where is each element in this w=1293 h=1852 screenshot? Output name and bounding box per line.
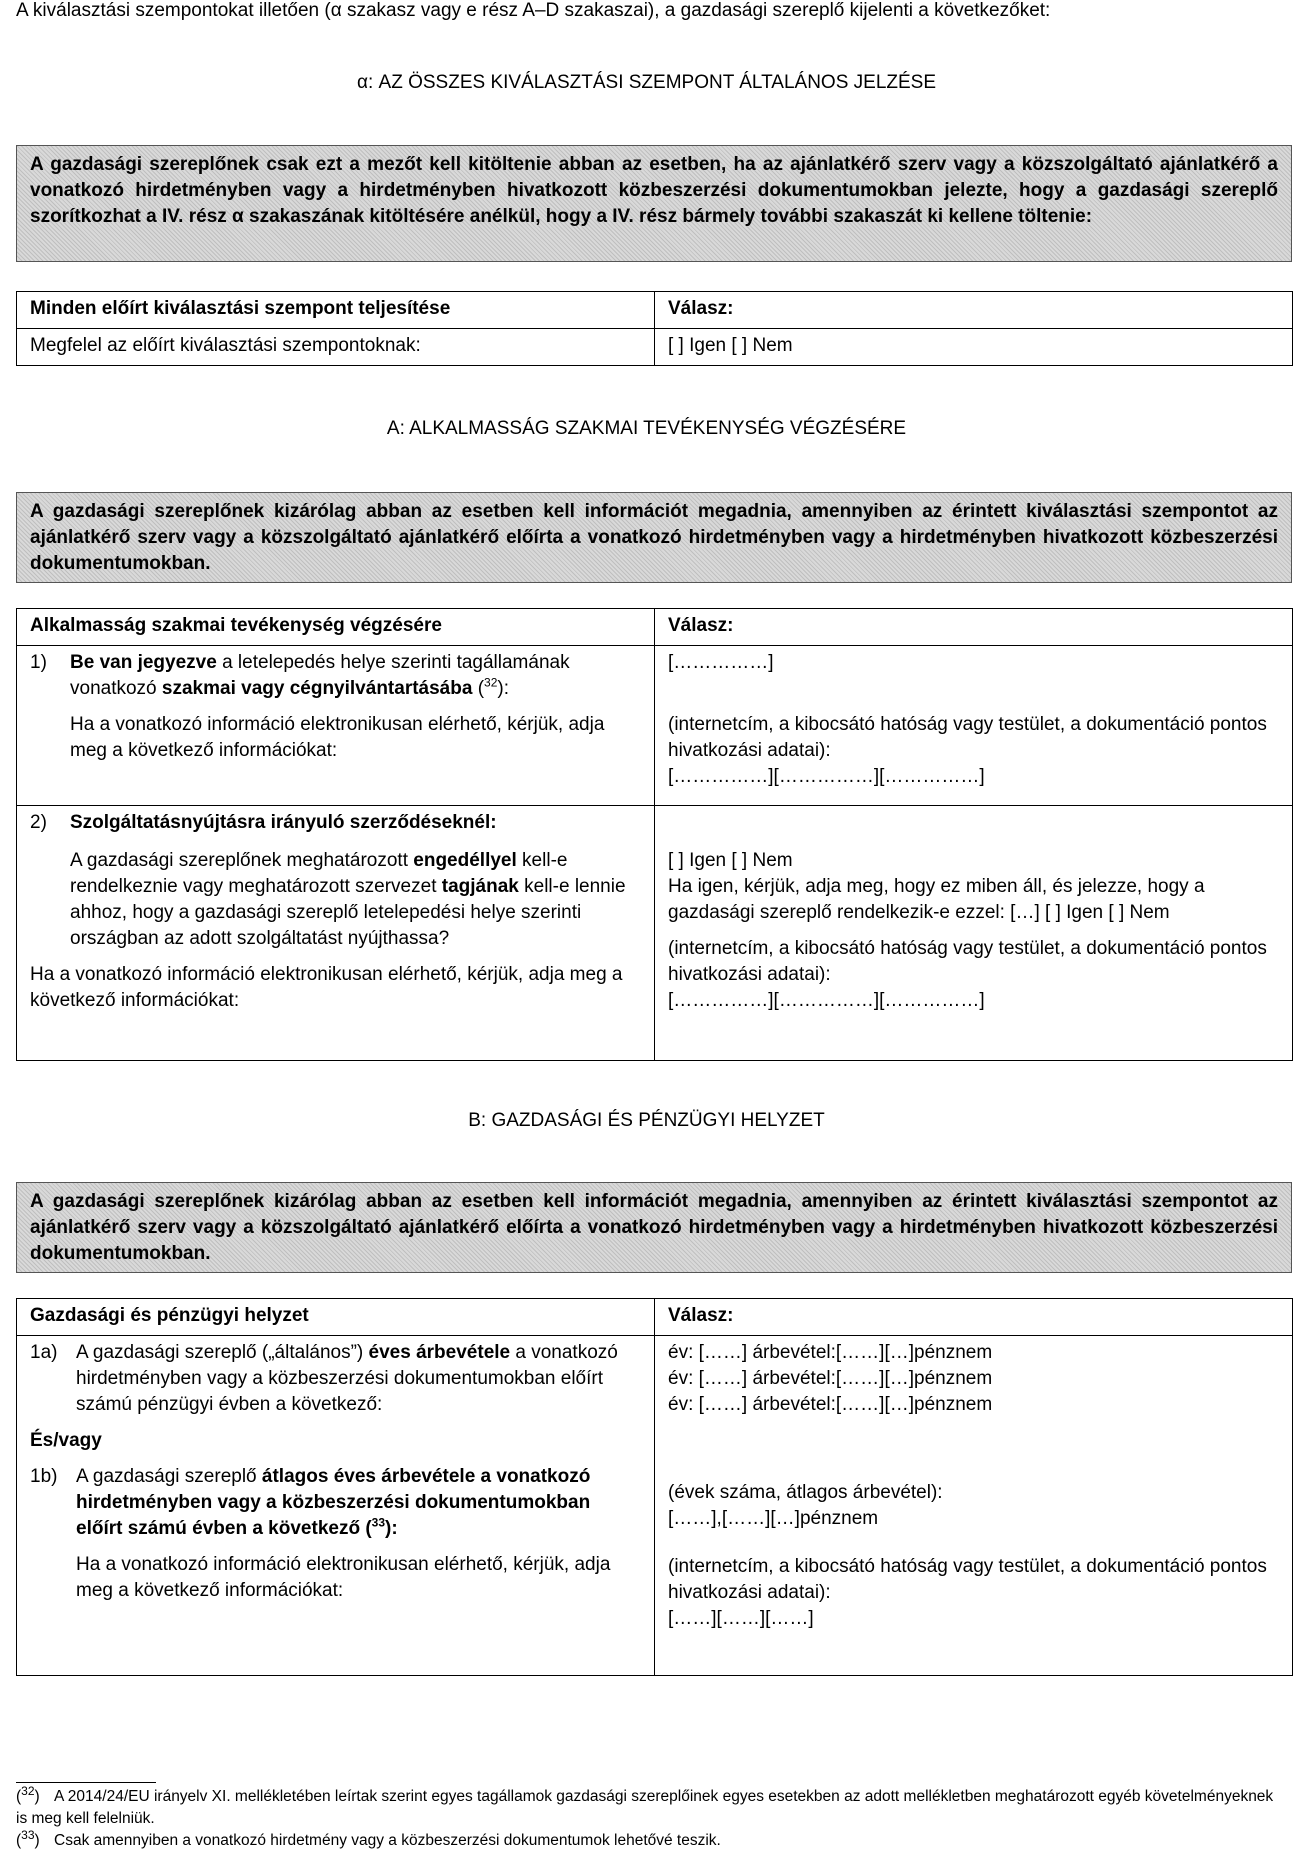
b-row1-answer: év: [……] árbevétel:[……][…]pénznem év: [……] árbevétel:[……][…]pénznem év: [……] árbevétel:[……][…]pénznem (évek száma, átlagos árbevétel): [……],[……][…]pénznem (internetcím, a kibocsátó hatóság vagy testület, a dokumentáció pontos hivatkozási adatai): [……][……][……] — [655, 1336, 1293, 1676]
section-b-table — [16, 1298, 1293, 1676]
a-row1-number: 1) — [30, 652, 47, 673]
and-or-label: És/vagy — [30, 1430, 102, 1451]
footnote-separator — [16, 1782, 156, 1783]
footnote-ref-32: 32 — [484, 675, 498, 690]
footnote-32: ($^{32}$) A 2014/24/EU irányelv XI. mellékletében leírtak szerint egyes tagállamok gazdasági szereplőinek egyes esetekben az adott mellékletben meghatározott egyéb követelményeknek is meg kell felelniük. — [16, 1783, 1274, 1827]
section-b-note: A gazdasági szereplőnek kizárólag abban az esetben kell információt megadnia, amennyiben az érintett kiválasztási szempontot az ajánlatkérő szerv vagy a közszolgáltató ajánlatkérő előírta a vonatkozó hirdetményben vagy a hirdetményben hivatkozott közbeszerzési dokumentumokban. — [16, 1182, 1292, 1273]
section-alpha-heading: α: AZ ÖSSZES KIVÁLASZTÁSI SZEMPONT ÁLTALÁNOS JELZÉSE — [356, 72, 937, 93]
a-row2-question: 2) Szolgáltatásnyújtásra irányuló szerződéseknél: A gazdasági szereplőnek meghatározott engedéllyel kell-e rendelkeznie vagy meghatározott szervezet tagjának kell-e lennie ahhoz, hogy a gazdasági szereplő letelepedési helye szerinti országban az adott szolgáltatást nyújthassa? Ha a vonatkozó információ elektronikusan elérhető, kérjük, adja meg a következő információkat: — [17, 806, 655, 1061]
section-a-note: A gazdasági szereplőnek kizárólag abban az esetben kell információt megadnia, amennyiben az érintett kiválasztási szempontot az ajánlatkérő szerv vagy a közszolgáltató ajánlatkérő előírta a vonatkozó hirdetményben vagy a hirdetményben hivatkozott közbeszerzési dokumentumokban. — [16, 492, 1292, 583]
a-col2-header: Válasz: — [655, 609, 1293, 646]
footnote-33: ($^{33}$) Csak amennyiben a vonatkozó hirdetmény vagy a közbeszerzési dokumentumok lehetővé teszik. — [16, 1827, 721, 1849]
alpha-col2-header: Válasz: — [655, 292, 1293, 329]
a-row1-answer: [……………] (internetcím, a kibocsátó hatóság vagy testület, a dokumentáció pontos hivatkozási adatai): [……………][……………][……………] — [655, 646, 1293, 806]
alpha-row-answer: [ ] Igen [ ] Nem — [655, 329, 1293, 366]
b-row1-question: 1a) A gazdasági szereplő („általános”) éves árbevétele a vonatkozó hirdetményben vagy a közbeszerzési dokumentumokban előírt számú pénzügyi évben a következő: És/vagy 1b) A gazdasági szereplő átlagos éves árbevétele a vonatkozó hirdetményben vagy a közbeszerzési dokumentumokban előírt számú évben a következő ($^{33}$): Ha a vonatkozó információ elektronikusan elérhető, kérjük, adja meg a következő információkat: — [17, 1336, 655, 1676]
section-a-table — [16, 608, 1293, 1061]
b-row1b-info: Ha a vonatkozó információ elektronikusan elérhető, kérjük, adja meg a következő információkat: — [76, 1554, 611, 1601]
b-col2-header: Válasz: — [655, 1299, 1293, 1336]
b-col1-header: Gazdasági és pénzügyi helyzet — [17, 1299, 655, 1336]
intro-text: A kiválasztási szempontokat illetően (α szakasz vagy e rész A–D szakaszai), a gazdasági szereplő kijelenti a következőket: — [16, 0, 1051, 21]
section-b-heading: B: GAZDASÁGI ÉS PÉNZÜGYI HELYZET — [468, 1110, 825, 1131]
section-alpha-note: A gazdasági szereplőnek csak ezt a mezőt kell kitöltenie abban az esetben, ha az ajánlatkérő szerv vagy a közszolgáltató ajánlatkérő a vonatkozó hirdetményben vagy a hirdetményben hivatkozott közbeszerzési dokumentumokban jelezte, hogy a gazdasági szereplő szorítkozhat a IV. rész α szakaszának kitöltésére anélkül, hogy a IV. rész bármely további szakaszát ki kellene töltenie: — [16, 145, 1292, 262]
b-row1b-number: 1b) — [30, 1466, 58, 1487]
section-alpha-table — [16, 291, 1293, 366]
a-row2-number: 2) — [30, 812, 47, 833]
a-row2-info: Ha a vonatkozó információ elektronikusan elérhető, kérjük, adja meg a következő információkat: — [30, 964, 623, 1011]
a-col1-header: Alkalmasság szakmai tevékenység végzésére — [17, 609, 655, 646]
b-row1a-number: 1a) — [30, 1342, 58, 1363]
alpha-col1-header: Minden előírt kiválasztási szempont teljesítése — [17, 292, 655, 329]
a-row1-info: Ha a vonatkozó információ elektronikusan elérhető, kérjük, adja meg a következő információkat: — [70, 714, 605, 761]
section-a-heading: A: ALKALMASSÁG SZAKMAI TEVÉKENYSÉG VÉGZÉSÉRE — [386, 418, 907, 439]
a-row1-question: 1) Be van jegyezve a letelepedés helye szerinti tagállamának vonatkozó szakmai vagy cégnyilvántartásába ($^{32}$): Ha a vonatkozó információ elektronikusan elérhető, kérjük, adja meg a következő információkat: — [17, 646, 655, 806]
footnote-ref-33: 33 — [371, 1515, 386, 1530]
a-row2-answer: [ ] Igen [ ] Nem Ha igen, kérjük, adja meg, hogy ez miben áll, és jelezze, hogy a gazdasági szereplő rendelkezik-e ezzel: […] [ ] Igen [ ] Nem (internetcím, a kibocsátó hatóság vagy testület, a dokumentáció pontos hivatkozási adatai): [……………][……………][……………] — [655, 806, 1293, 1061]
alpha-row-label: Megfelel az előírt kiválasztási szempontoknak: — [17, 329, 655, 366]
